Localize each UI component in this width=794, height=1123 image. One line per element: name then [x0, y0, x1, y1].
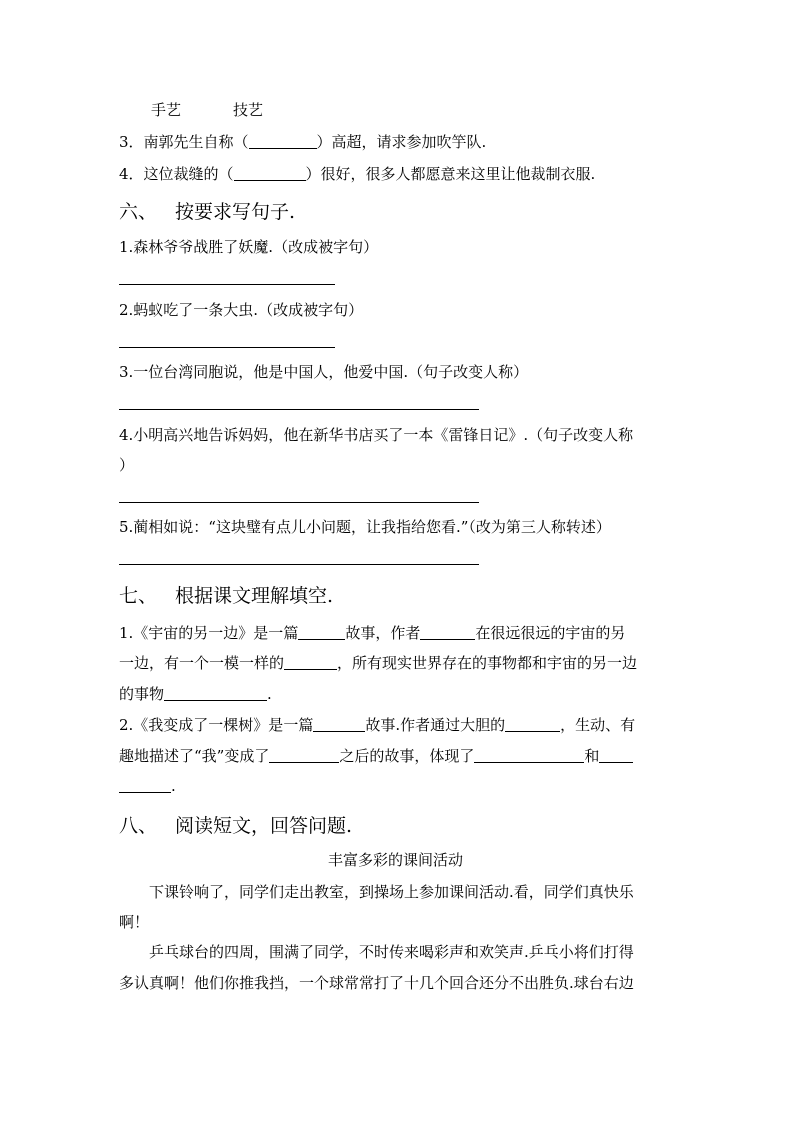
question-7-2-line1 [119, 715, 635, 735]
question-5-4 [119, 164, 595, 184]
answer-blank[interactable] [269, 746, 339, 763]
question-7-1-line3 [119, 684, 272, 704]
question-text: 故事，作者 [345, 624, 421, 642]
question-text: 3．南郭先生自称（ [119, 133, 249, 151]
section-7-heading [119, 584, 333, 608]
question-6-5: 5.蔺相如说：“这块璧有点儿小问题，让我指给您看.”（改为第三人称转述） [119, 518, 611, 536]
question-text: ，所有现实世界存在的事物都和宇宙的另一边 [337, 654, 638, 672]
question-6-2: 2.蚂蚁吃了一条大虫.（改成被字句） [119, 301, 364, 319]
question-6-3: 3.一位台湾同胞说，他是中国人，他爱中国.（句子改变人称） [119, 363, 529, 381]
question-text: 故事.作者通过大胆的 [365, 716, 506, 734]
answer-blank[interactable] [164, 684, 267, 701]
question-text: 趣地描述了“我”变成了 [119, 747, 270, 765]
section-number: 六、 [119, 201, 158, 223]
answer-blank[interactable] [474, 746, 584, 763]
section-title: 阅读短文，回答问题. [175, 815, 353, 837]
question-text: ）高超，请求参加吹竽队. [316, 133, 487, 151]
passage-paragraph-1-line1: 下课铃响了，同学们走出教室，到操场上参加课间活动.看，同学们真快乐 [149, 883, 634, 901]
answer-blank[interactable] [119, 776, 171, 793]
answer-blank[interactable] [249, 132, 317, 149]
section-8-heading [119, 814, 352, 838]
question-6-4-line1: 4.小明高兴地告诉妈妈，他在新华书店买了一本《雷锋日记》.（句子改变人称 [119, 426, 634, 444]
answer-blank[interactable] [599, 746, 633, 763]
question-text: . [267, 685, 272, 703]
section-number: 七、 [119, 585, 158, 607]
answer-blank[interactable] [420, 623, 475, 640]
section-title: 按要求写句子. [175, 201, 296, 223]
passage-paragraph-1-line2: 啊！ [119, 913, 150, 931]
section-title: 根据课文理解填空. [175, 585, 334, 607]
passage-paragraph-2-line2: 多认真啊！他们你推我挡，一个球常常打了十几个回合还分不出胜负.球台右边 [119, 974, 634, 992]
section-6-heading [119, 200, 295, 224]
passage-paragraph-2-line1: 乒乓球台的四周，围满了同学，不时传来喝彩声和欢笑声.乒乓小将们打得 [149, 943, 634, 961]
question-5-3 [119, 132, 486, 152]
passage-title: 丰富多彩的课间活动 [327, 851, 463, 869]
question-text: 之后的故事，体现了 [339, 747, 475, 765]
word-option-1: 手艺 [151, 101, 182, 119]
word-options-row-2 [233, 100, 263, 120]
question-text: ）很好，很多人都愿意来这里让他裁制衣服. [305, 165, 596, 183]
answer-blank[interactable] [505, 715, 560, 732]
answer-blank[interactable] [298, 623, 345, 640]
question-text: 在很远很远的宇宙的另 [475, 624, 626, 642]
question-6-4-line2: ） [119, 456, 135, 474]
section-number: 八、 [119, 815, 158, 837]
answer-blank[interactable] [234, 164, 306, 181]
answer-blank[interactable] [284, 653, 337, 670]
answer-blank[interactable] [313, 715, 365, 732]
question-7-2-line2 [119, 746, 633, 766]
question-text: 一边，有一个一模一样的 [119, 654, 285, 672]
answer-line-6-2[interactable] [119, 347, 335, 348]
question-text: 1.《宇宙的另一边》是一篇 [119, 624, 299, 642]
question-7-1-line1 [119, 623, 625, 643]
question-6-1: 1.森林爷爷战胜了妖魔.（改成被字句） [119, 238, 379, 256]
question-text: 4．这位裁缝的（ [119, 165, 234, 183]
word-option-2: 技艺 [233, 101, 264, 119]
answer-line-6-1[interactable] [119, 284, 335, 285]
answer-line-6-4[interactable] [119, 502, 479, 503]
word-options-row [151, 100, 181, 120]
question-text: ，生动、有 [560, 716, 636, 734]
answer-line-6-3[interactable] [119, 409, 479, 410]
question-text: . [171, 777, 176, 795]
question-text: 和 [584, 747, 600, 765]
question-text: 2.《我变成了一棵树》是一篇 [119, 716, 314, 734]
question-7-2-line3 [119, 776, 176, 796]
answer-line-6-5[interactable] [119, 564, 479, 565]
question-7-1-line2 [119, 653, 637, 673]
question-text: 的事物 [119, 685, 165, 703]
